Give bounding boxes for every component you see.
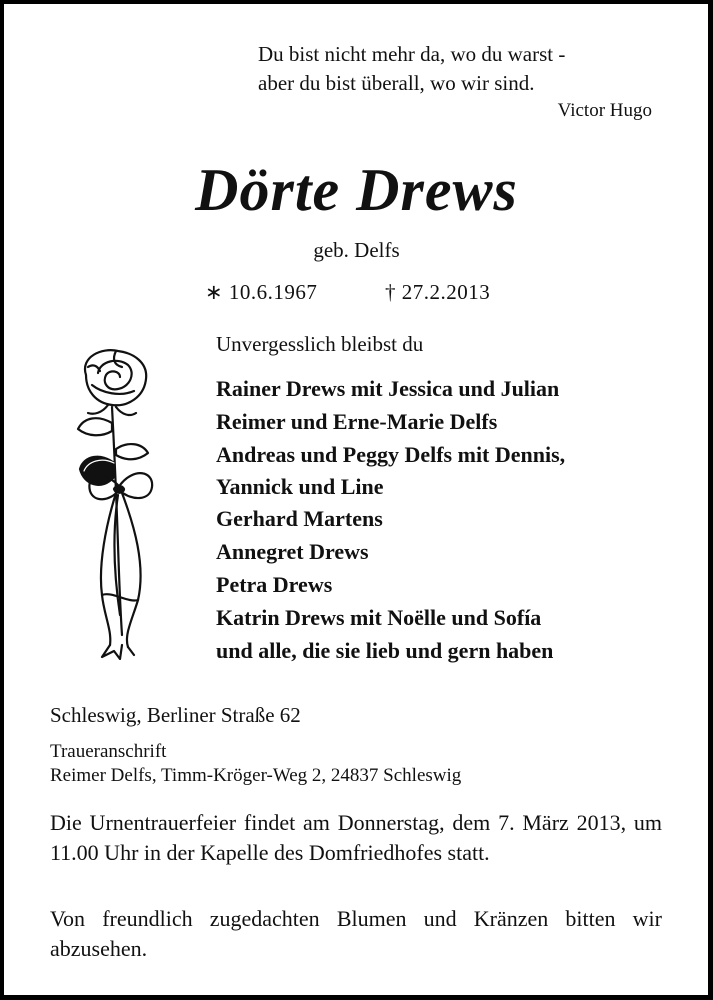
mourner-line: Reimer und Erne-Marie Delfs — [216, 409, 498, 434]
residence-address: Schleswig, Berliner Straße 62 — [50, 703, 301, 727]
mourner-line: Annegret Drews — [216, 539, 369, 564]
mourner-line: Gerhard Martens — [216, 506, 383, 531]
quote-line-1: Du bist nicht mehr da, wo du warst - — [258, 42, 566, 66]
epitaph-quote — [258, 40, 658, 124]
quote-line-2: aber du bist überall, wo wir sind. — [258, 71, 535, 95]
death-date: † 27.2.2013 — [385, 280, 491, 304]
ceremony-notice: Die Urnentrauerfeier findet am Donnerstag, dem 7. März 2013, um 11.00 Uhr in der Kapelle des Domfriedhofes statt. — [50, 810, 662, 865]
deceased-name: Dörte Drews — [195, 157, 518, 223]
mourner-line: und alle, die sie lieb und gern haben — [216, 638, 554, 663]
mourner-line: Rainer Drews mit Jessica und Julian — [216, 376, 560, 401]
mourning-address: Reimer Delfs, Timm-Kröger-Weg 2, 24837 Schleswig — [50, 765, 462, 786]
quote-author: Victor Hugo — [557, 100, 652, 121]
mourners-list — [216, 372, 565, 667]
mourner-line: Petra Drews — [216, 572, 333, 597]
mourner-line: Katrin Drews mit Noëlle und Sofía — [216, 605, 542, 630]
birth-name: geb. Delfs — [313, 238, 400, 262]
mourner-line: Yannick und Line — [216, 474, 384, 499]
farewell-line: Unvergesslich bleibst du — [216, 332, 424, 356]
flowers-notice: Von freundlich zugedachten Blumen und Kränzen bitten wir abzusehen. — [50, 906, 662, 961]
mourner-line: Andreas und Peggy Delfs mit Dennis, — [216, 442, 566, 467]
mourning-address-label: Traueranschrift — [50, 741, 167, 762]
birth-date: ∗ 10.6.1967 — [205, 280, 318, 304]
rose-with-ribbon-icon — [72, 345, 162, 660]
